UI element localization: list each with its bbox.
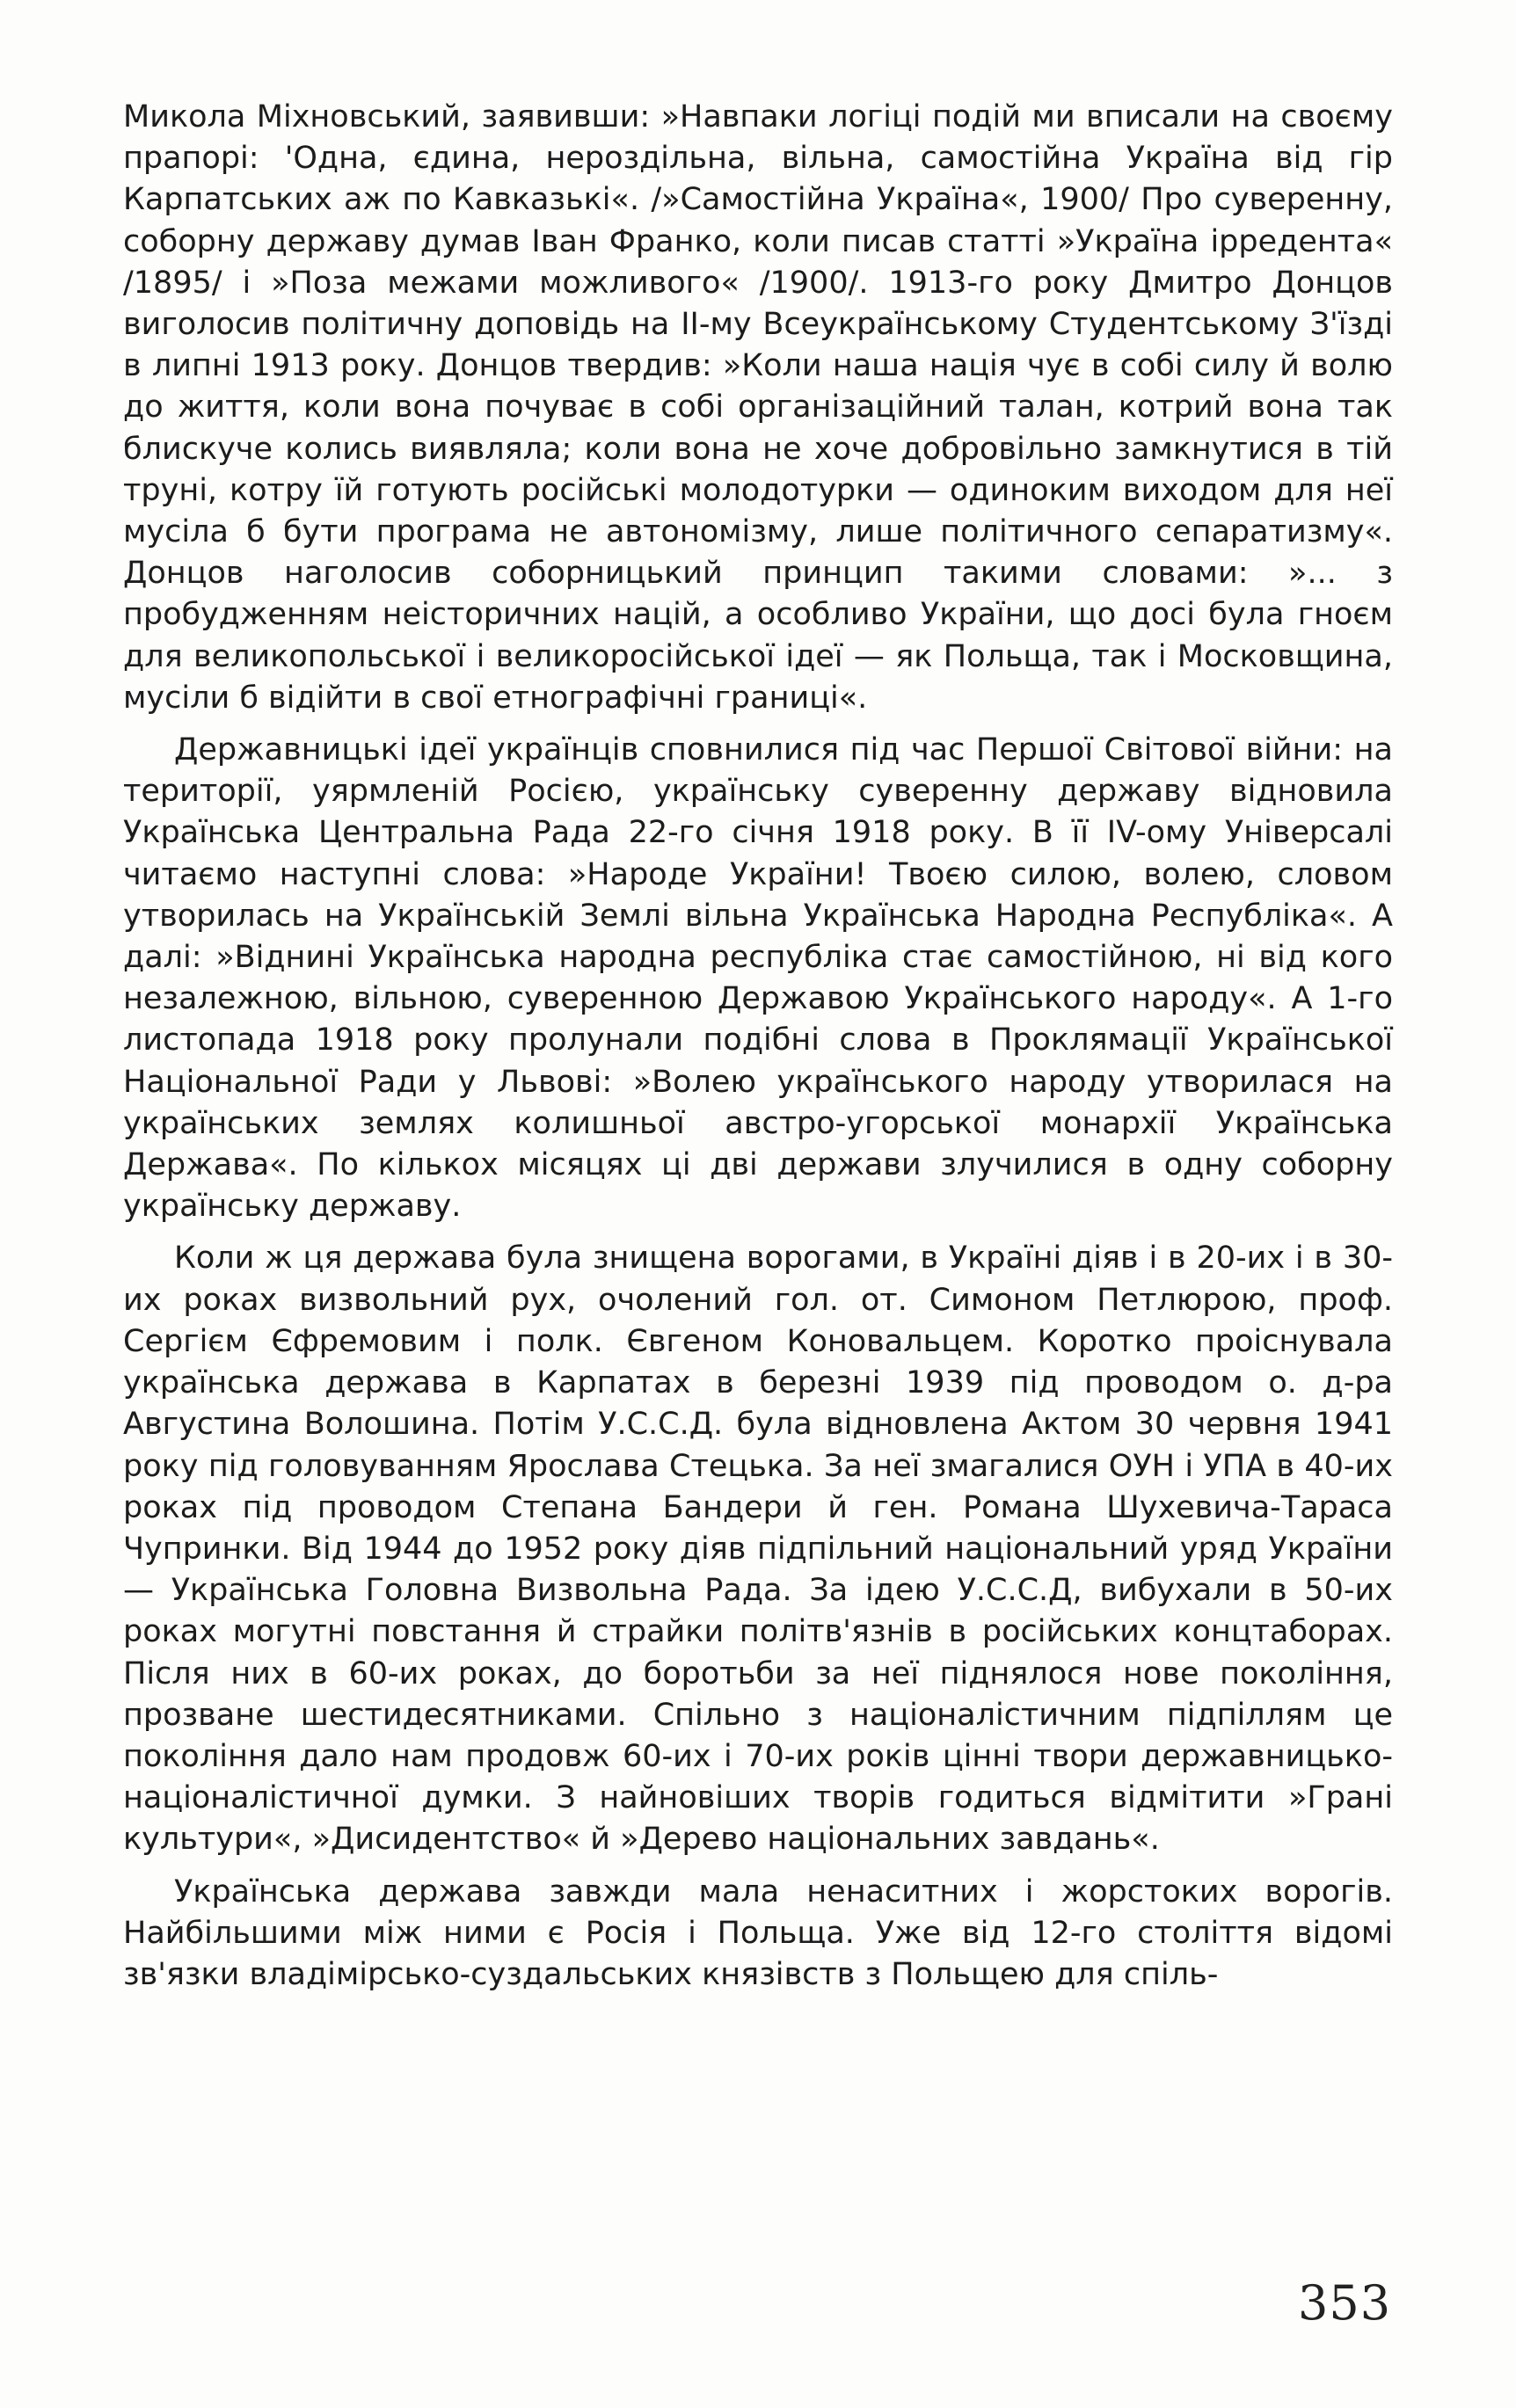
body-text: [123, 97, 1393, 1996]
paragraph-3: Коли ж ця держава була знищена ворогами, в Україні діяв і в 20-их і в 30-их роках визвольний рух, очолений гол. от. Симоном Петлюрою, проф. Сергієм Єфремовим і полк. Євгеном Коновальцем. Коротко проіснувала українська держава в Карпатах в березні 1939 під проводом о. д-ра Августина Волошина. Потім У.С.С.Д. була відновлена Актом 30 червня 1941 року під головуванням Ярослава Стецька. За неї змагалися ОУН і УПА в 40-их роках під проводом Степана Бандери й ген. Романа Шухевича-Тараса Чупринки. Від 1944 до 1952 року діяв підпільний національний уряд України — Українська Головна Визвольна Рада. За ідею У.С.С.Д, вибухали в 50-их роках могутні повстання й страйки політв'язнів в російських концтаборах. Після них в 60-их роках, до боротьби за неї піднялося нове покоління, прозване шестидесятниками. Спільно з націоналістичним підпіллям це покоління дало нам продовж 60-их і 70-их років цінні твори державницько-націоналістичної думки. З найновіших творів годиться відмітити »Грані культури«, »Дисидентство« й »Дерево національних завдань«.: [123, 1240, 1393, 1858]
page-number: 353: [1298, 2275, 1392, 2331]
paragraph-2: Державницькі ідеї українців сповнилися під час Першої Світової війни: на території, уярмленій Росією, українську суверенну державу відновила Українська Центральна Рада 22-го січня 1918 року. В її IV-ому Універсалі читаємо наступні слова: »Народе України! Твоєю силою, волею, словом утворилась на Українській Землі вільна Українська Народна Республіка«. А далі: »Віднині Українська народна республіка стає самостійною, ні від кого незалежною, вільною, суверенною Державою Українського народу«. А 1-го листопада 1918 року пролунали подібні слова в Проклямації Української Національної Ради у Львові: »Волею українського народу утворилася на українських землях колишньої австро-угорської монархії Українська Держава«. По кількох місяцях ці дві держави злучилися в одну соборну українську державу.: [123, 732, 1393, 1225]
paragraph-1: Микола Міхновський, заявивши: »Навпаки логіці подій ми вписали на своєму прапорі: 'Одна, єдина, нероздільна, вільна, самостійна Україна від гір Карпатських аж по Кавказькі«. /»Самостійна Україна«, 1900/ Про суверенну, соборну державу думав Іван Франко, коли писав статті »Україна ірредента« /1895/ і »Поза межами можливого« /1900/. 1913-го року Дмитро Донцов виголосив політичну доповідь на ІІ-му Всеукраїнському Студентському З'їзді в липні 1913 року. Донцов твердив: »Коли наша нація чує в собі силу й волю до життя, коли вона почуває в собі організаційний талан, котрий вона так блискуче колись виявляла; коли вона не хоче добровільно замкнутися в тій труні, котру їй готують російські молодотурки — одиноким виходом для неї мусіла б бути програма не автономізму, лише політичного сепаратизму«. Донцов наголосив соборницький принцип такими словами: »... з пробудженням неісторичних націй, а особливо України, що досі була гноєм для великопольської і великоросійської ідеї — як Польща, так і Московщина, мусіли б відійти в свої етнографічні границі«.: [123, 99, 1393, 716]
paragraph-4: Українська держава завжди мала ненаситних і жорстоких ворогів. Найбільшими між ними є Росія і Польща. Уже від 12-го століття відомі зв'язки владімірсько-суздальських князівств з Польщею для спіль-: [123, 1873, 1393, 1992]
